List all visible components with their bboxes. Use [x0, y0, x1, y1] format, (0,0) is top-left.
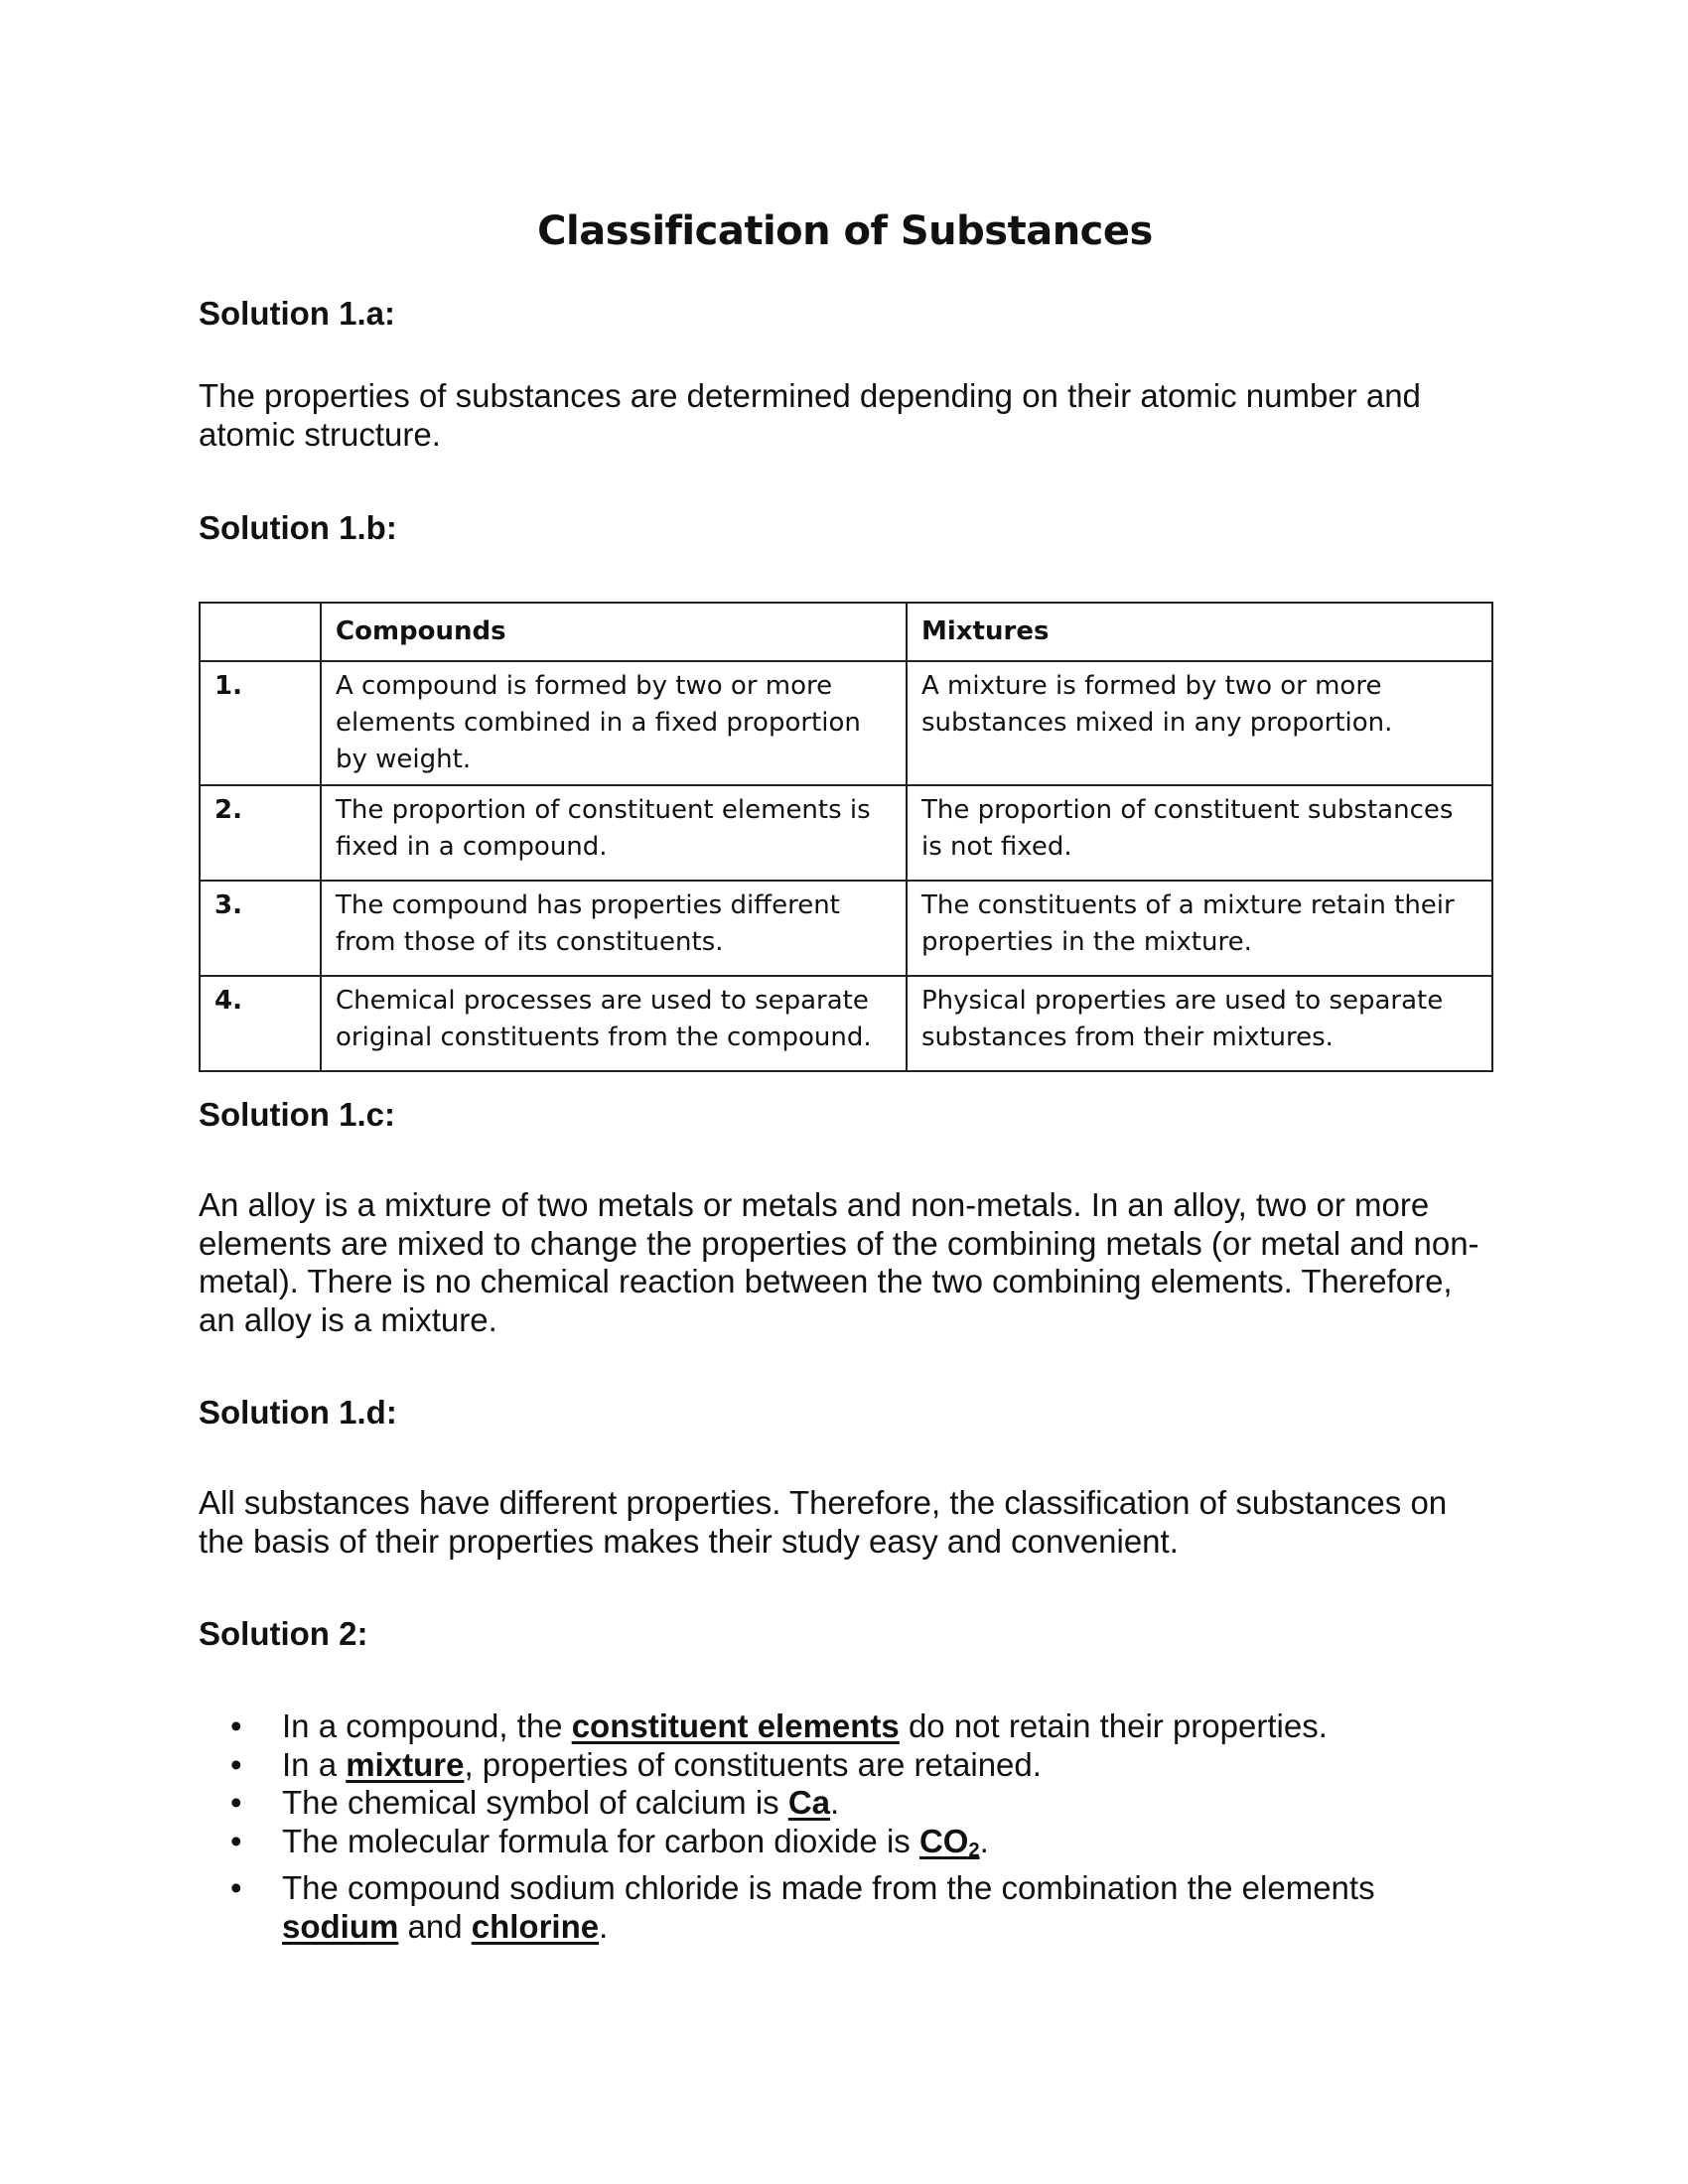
list-item [199, 1784, 1489, 1823]
compound-cell: The proportion of constituent elements is fixed in a compound. [321, 785, 907, 881]
heading-solution-1d: Solution 1.d: [199, 1394, 397, 1431]
heading-solution-1a: Solution 1.a: [199, 295, 395, 332]
item-text: do not retain their properties. [899, 1707, 1328, 1744]
table-header-mixtures: Mixtures [907, 603, 1492, 661]
mixture-cell: A mixture is formed by two or more substances mixed in any proportion. [907, 661, 1492, 785]
heading-solution-1b: Solution 1.b: [199, 509, 397, 546]
heading-solution-1c: Solution 1.c: [199, 1096, 395, 1133]
page-title: Classification of Substances [537, 208, 1153, 254]
bullet-icon: • [230, 1784, 242, 1821]
list-item [199, 1869, 1489, 1946]
mixture-cell: Physical properties are used to separate substances from their mixtures. [907, 976, 1492, 1071]
list-item [199, 1746, 1489, 1785]
formula-base: CO [918, 1822, 969, 1859]
row-number: 4. [200, 976, 321, 1071]
bullet-icon: • [230, 1707, 242, 1744]
highlighted-term: sodium [282, 1907, 399, 1945]
comparison-table-wrapper [199, 602, 1491, 1072]
highlighted-term: mixture [346, 1745, 465, 1783]
table-row [200, 785, 1492, 881]
row-number: 1. [200, 661, 321, 785]
mixture-cell: The constituents of a mixture retain their properties in the mixture. [907, 881, 1492, 976]
list-item [199, 1707, 1489, 1746]
highlighted-term [919, 1823, 980, 1859]
bullet-icon: • [230, 1869, 242, 1906]
table-row [200, 881, 1492, 976]
table-row [200, 661, 1492, 785]
paragraph-solution-1c: An alloy is a mixture of two metals or metals and non-metals. In an alloy, two or more elements are mixed to change the properties of the combining metals (or metal and non-metal). There is no chemical reaction between the two combining elements. Therefore, an alloy is a mixture. [199, 1186, 1479, 1338]
item-text: . [979, 1822, 989, 1859]
row-number: 2. [200, 785, 321, 881]
item-text: The molecular formula for carbon dioxide is [282, 1822, 919, 1859]
bullet-icon: • [230, 1745, 242, 1783]
paragraph-solution-1d: All substances have different properties. Therefore, the classification of substances on the basis of their properties makes their study easy and convenient. [199, 1484, 1448, 1560]
item-text: . [830, 1784, 840, 1821]
formula-subscript: 2 [968, 1839, 980, 1861]
compounds-vs-mixtures-table [199, 602, 1493, 1072]
compound-cell: Chemical processes are used to separate original constituents from the compound. [321, 976, 907, 1071]
bullet-icon: • [230, 1822, 242, 1859]
highlighted-term: chlorine [471, 1907, 600, 1945]
item-text: The chemical symbol of calcium is [282, 1784, 788, 1821]
mixture-cell: The proportion of constituent substances is not fixed. [907, 785, 1492, 881]
row-number: 3. [200, 881, 321, 976]
compound-cell: A compound is formed by two or more elements combined in a fixed proportion by weight. [321, 661, 907, 785]
table-header-compounds: Compounds [321, 603, 907, 661]
table-header-blank [200, 603, 321, 661]
highlighted-term: constituent elements [571, 1707, 900, 1744]
table-header-row [200, 603, 1492, 661]
heading-solution-2: Solution 2: [199, 1615, 368, 1652]
item-text: . [599, 1907, 609, 1945]
paragraph-solution-1a: The properties of substances are determined depending on their atomic number and atomic structure. [199, 377, 1421, 453]
item-text: and [398, 1907, 472, 1945]
compound-cell: The compound has properties different from those of its constituents. [321, 881, 907, 976]
solution-2-list [199, 1707, 1489, 1946]
item-text: The compound sodium chloride is made from the combination the elements [282, 1869, 1375, 1906]
item-text: In a compound, the [282, 1707, 572, 1744]
item-text: , properties of constituents are retained. [464, 1745, 1042, 1783]
table-row [200, 976, 1492, 1071]
item-text: In a [282, 1745, 347, 1783]
highlighted-term: Ca [787, 1784, 831, 1821]
list-item [199, 1823, 1489, 1870]
